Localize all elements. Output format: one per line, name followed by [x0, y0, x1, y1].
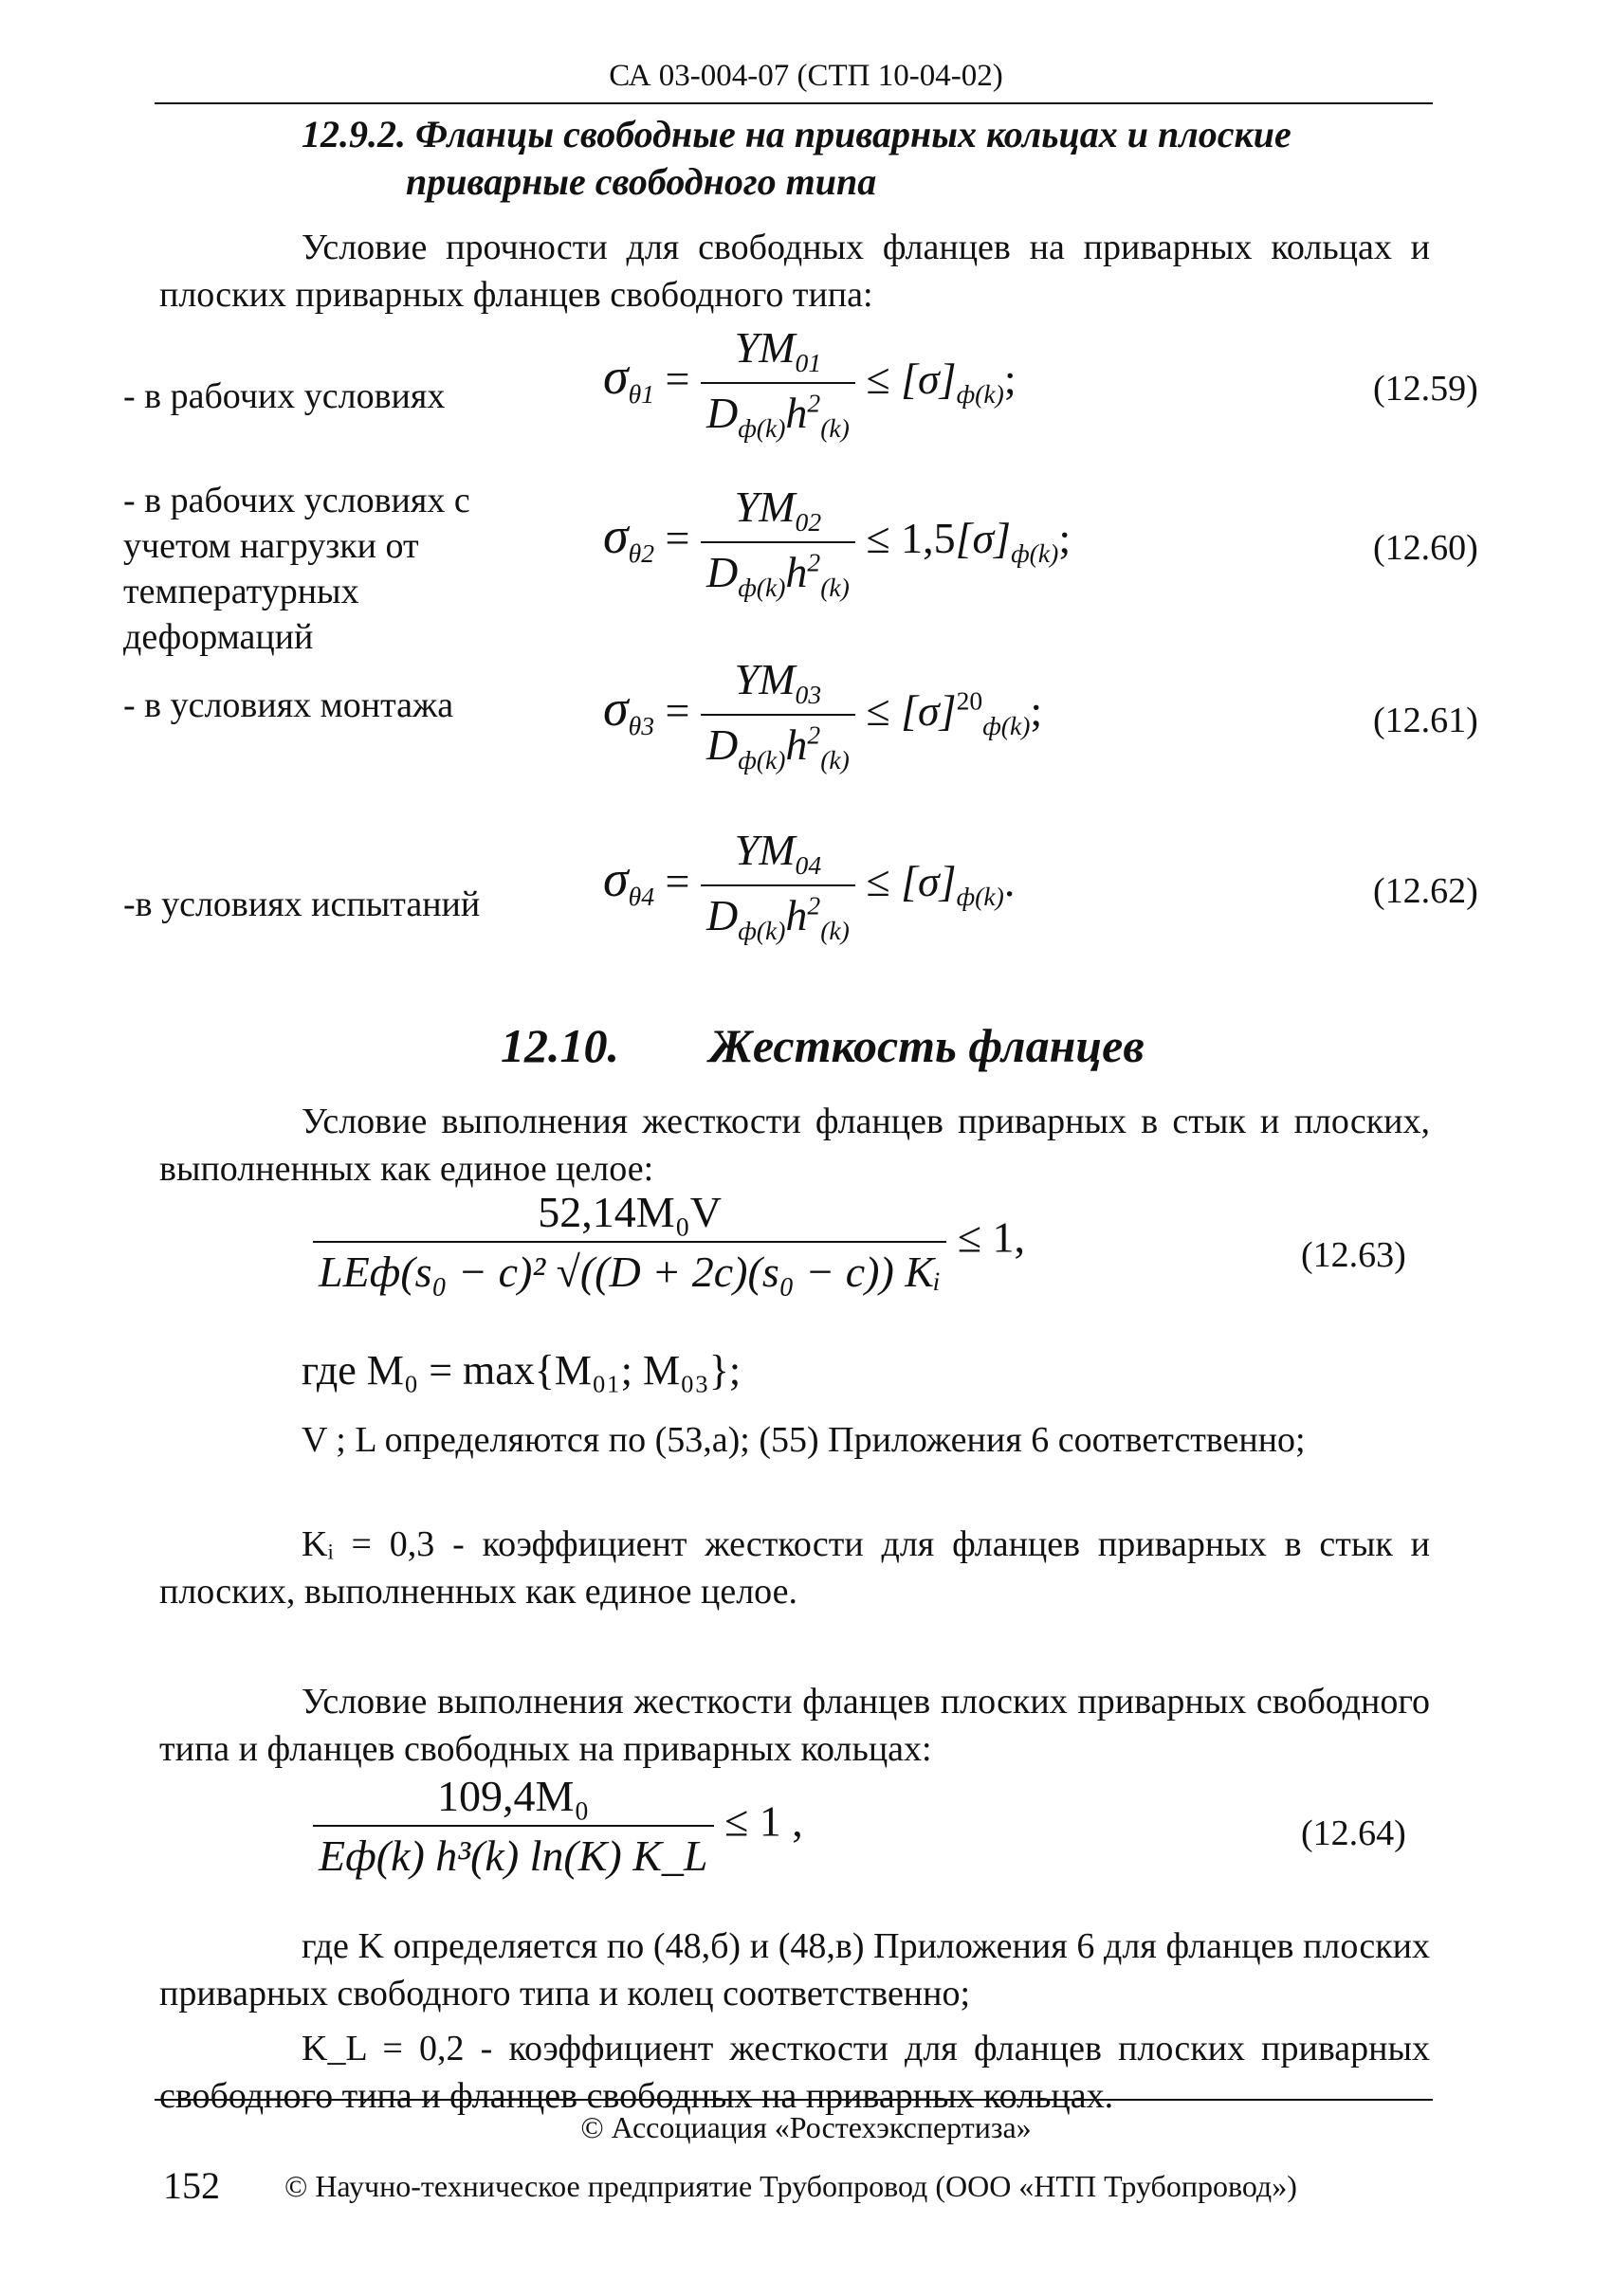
footer-copyright-company: © Научно-техническое предприятие Трубопровод (ООО «НТП Трубопровод») — [284, 2169, 1297, 2203]
le-sign: ≤ — [854, 513, 902, 562]
case-label: - в рабочих условиях — [123, 376, 446, 416]
eq64-relation: ≤ 1 , — [724, 1796, 803, 1846]
header-rule — [155, 102, 1433, 104]
eq64-denominator: Eф(k) h³(k) ln(K) K_L — [313, 1825, 714, 1881]
sigma-symbol: σ — [603, 347, 629, 405]
allowable-stress: [σ] — [901, 856, 957, 905]
section-number: 12.10. — [501, 1019, 619, 1072]
sigma-subscript: θ1 — [628, 378, 654, 409]
equals-sign: = — [654, 513, 701, 562]
le-sign: ≤ — [854, 685, 902, 735]
eq63-numerator: 52,14M₀V — [538, 1188, 722, 1236]
fraction-numerator: $YM_{01}$ — [734, 323, 822, 378]
equals-sign: = — [654, 856, 701, 905]
sigma-symbol: σ — [603, 679, 629, 737]
case-label: - в условиях монтажа — [123, 685, 454, 725]
paragraph-kl: K_L = 0,2 - коэффициент жесткости для фланцев плоских приварных свободного типа и фланцев свободных на приварных кольцах. — [159, 2029, 1430, 2116]
equals-sign: = — [654, 685, 701, 735]
moment-subscript: 04 — [795, 850, 822, 881]
section-title-line2: приварные свободного типа — [406, 160, 877, 203]
sigma-symbol: σ — [603, 849, 629, 907]
allowable-stress-sub: ф(k) — [1011, 538, 1059, 568]
equation-number: (12.62) — [1373, 871, 1478, 911]
fraction-denominator: $D_{ф(k)}h^2_{(k)}$ — [701, 884, 855, 946]
case-label: -в условиях испытаний — [123, 884, 481, 924]
equation-number: (12.60) — [1373, 528, 1478, 568]
equation-end: ; — [1058, 513, 1072, 562]
section-title-line1: 12.9.2. Фланцы свободные на приварных кольцах и плоские — [302, 113, 1291, 155]
strength-fraction — [701, 825, 855, 946]
fraction-numerator: $YM_{03}$ — [734, 655, 822, 710]
eq64-number: (12.64) — [1301, 1813, 1406, 1853]
equation-12-63 — [313, 1187, 1025, 1297]
equation-number: (12.61) — [1373, 701, 1478, 740]
fraction-denominator: $D_{ф(k)}h^2_{(k)}$ — [701, 714, 855, 775]
equals-sign: = — [654, 354, 701, 403]
sigma-symbol: σ — [603, 506, 629, 564]
paragraph-rigidity-intro2: Условие выполнения жесткости фланцев плоских приварных свободного типа и фланцев свободных на приварных кольцах: — [159, 1682, 1430, 1769]
strength-equation — [603, 654, 1042, 775]
eq63-relation: ≤ 1, — [957, 1212, 1026, 1262]
equation-12-64 — [313, 1771, 803, 1881]
section-title: Жесткость фланцев — [709, 1019, 1145, 1072]
paragraph-v-l: V ; L определяются по (53,а); (55) Приложения 6 соответственно; — [302, 1420, 1306, 1460]
strength-equation — [603, 825, 1015, 946]
allowable-stress: [σ] — [901, 354, 957, 403]
eq63-where: где M₀ = max{M₀₁; M₀₃}; — [302, 1347, 742, 1394]
le-sign: ≤ — [854, 354, 902, 403]
moment-subscript: 03 — [795, 680, 822, 710]
moment-subscript: 02 — [795, 507, 822, 538]
allowable-stress-sub: ф(k) — [956, 378, 1004, 409]
case-label: - в рабочих условиях с учетом нагрузки от температурных деформаций — [123, 481, 470, 657]
paragraph-ki: Kᵢ = 0,3 - коэффициент жесткости для фланцев приварных в стык и плоских, выполненных как единое целое. — [159, 1524, 1430, 1612]
eq63-number: (12.63) — [1301, 1235, 1406, 1275]
fraction-numerator: $YM_{04}$ — [734, 826, 822, 881]
allowable-stress: [σ] — [901, 685, 957, 735]
sigma-subscript: θ2 — [628, 538, 654, 568]
equation-end: ; — [1030, 685, 1043, 735]
fraction-denominator: $D_{ф(k)}h^2_{(k)}$ — [701, 541, 855, 603]
paragraph-rigidity-intro1: Условие выполнения жесткости фланцев приварных в стык и плоских, выполненных как единое целое: — [159, 1102, 1430, 1189]
strength-equation — [603, 482, 1071, 603]
equation-end: . — [1003, 856, 1016, 905]
page-number: 152 — [163, 2164, 220, 2207]
allowable-stress: [σ] — [955, 513, 1012, 562]
strength-fraction — [701, 654, 855, 775]
equation-number: (12.59) — [1373, 369, 1478, 409]
le-sign: ≤ — [854, 856, 902, 905]
eq64-numerator: 109,4M₀ — [437, 1772, 590, 1820]
moment-subscript: 01 — [795, 348, 822, 378]
footer-copyright-association: © Ассоциация «Ростехэкспертиза» — [580, 2110, 1032, 2144]
rhs-coefficient: 1,5 — [901, 513, 956, 562]
paragraph-strength-intro: Условие прочности для свободных фланцев на приварных кольцах и плоских приварных фланцев свободного типа: — [159, 228, 1430, 315]
strength-fraction — [701, 482, 855, 603]
strength-fraction — [701, 322, 855, 444]
sigma-subscript: θ3 — [628, 710, 654, 740]
fraction-denominator: $D_{ф(k)}h^2_{(k)}$ — [701, 382, 855, 444]
sigma-subscript: θ4 — [628, 881, 654, 911]
allowable-stress-sub: ф(k) — [956, 881, 1004, 911]
equation-end: ; — [1003, 354, 1017, 403]
footer-rule — [155, 2099, 1433, 2101]
paragraph-k-where: где K определяется по (48,б) и (48,в) Приложения 6 для фланцев плоских приварных свободного типа и колец соответственно; — [159, 1926, 1430, 2014]
running-header: СА 03-004-07 (СТП 10-04-02) — [609, 59, 1003, 93]
fraction-numerator: $YM_{02}$ — [734, 483, 822, 538]
allowable-stress-sub: ф(k) — [982, 710, 1031, 740]
allowable-stress-sup: 20 — [956, 685, 983, 716]
eq63-denominator: LEф(s₀ − c)² √((D + 2c)(s₀ − c)) Kᵢ — [313, 1241, 946, 1297]
strength-equation — [603, 322, 1017, 444]
